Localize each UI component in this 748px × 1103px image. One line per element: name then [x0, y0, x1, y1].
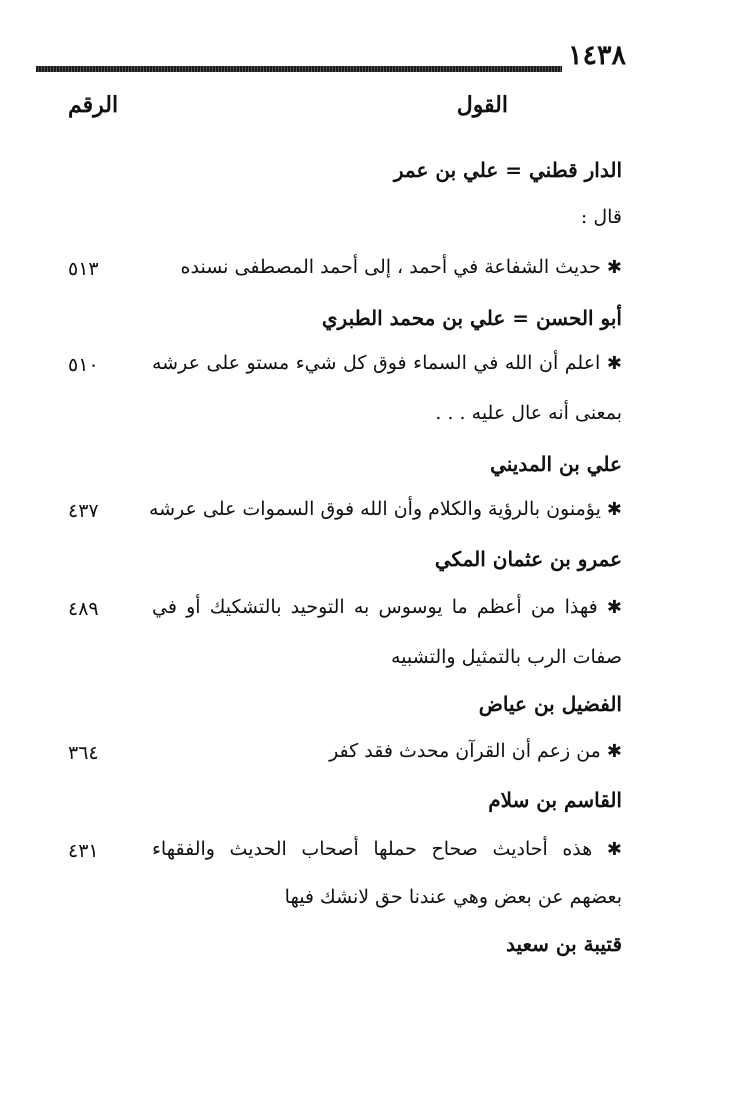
- page-number: ١٤٣٨: [568, 40, 627, 71]
- quote-line: [152, 596, 622, 618]
- quote-text: حديث الشفاعة في أحمد ، إلى أحمد المصطفى نسنده: [180, 256, 601, 278]
- column-header-number: الرقم: [68, 92, 119, 118]
- quote-line: [329, 740, 622, 762]
- header-rule: [36, 66, 562, 72]
- reference-number: ٥١٠: [68, 354, 99, 376]
- bullet-icon: ✱: [606, 597, 623, 618]
- quote-line: بعضهم عن بعض وهي عندنا حق لانشك فيها: [284, 886, 622, 908]
- quote-text: اعلم أن الله في السماء فوق كل شيء مستو على عرشه: [152, 352, 601, 374]
- reference-number: ٤٣٧: [68, 500, 99, 522]
- speaker-name: أبو الحسن = علي بن محمد الطبري: [321, 306, 622, 330]
- intro-text: قال :: [580, 206, 622, 228]
- quote-line: صفات الرب بالتمثيل والتشبيه: [391, 646, 622, 668]
- speaker-name: الدار قطني = علي بن عمر: [393, 158, 622, 182]
- quote-line: بمعنى أنه عال عليه . . .: [435, 402, 622, 424]
- quote-text: من زعم أن القرآن محدث فقد كفر: [329, 740, 601, 762]
- quote-line: [148, 498, 622, 520]
- bullet-icon: ✱: [606, 257, 622, 278]
- bullet-icon: ✱: [606, 741, 622, 762]
- reference-number: ٤٣١: [68, 840, 99, 862]
- quote-text: يؤمنون بالرؤية والكلام وأن الله فوق السموات على عرشه: [148, 498, 601, 520]
- column-header-quote: القول: [456, 92, 508, 118]
- speaker-name: الفضيل بن عياض: [478, 692, 622, 716]
- speaker-name: قتيبة بن سعيد: [505, 932, 622, 956]
- speaker-name: علي بن المديني: [490, 452, 622, 476]
- bullet-icon: ✱: [606, 353, 622, 374]
- quote-text: هذه أحاديث صحاح حملها أصحاب الحديث والفقهاء: [152, 838, 593, 860]
- quote-line: [181, 256, 622, 278]
- bullet-icon: ✱: [606, 499, 622, 520]
- reference-number: ٣٦٤: [68, 742, 99, 764]
- speaker-name: القاسم بن سلام: [488, 788, 622, 812]
- speaker-name: عمرو بن عثمان المكي: [434, 547, 622, 571]
- quote-line: [152, 838, 622, 860]
- bullet-icon: ✱: [606, 839, 622, 860]
- reference-number: ٥١٣: [68, 258, 99, 280]
- reference-number: ٤٨٩: [68, 598, 99, 620]
- quote-text: فهذا من أعظم ما يوسوس به التوحيد بالتشكيك أو في: [152, 596, 598, 618]
- quote-line: [152, 352, 622, 374]
